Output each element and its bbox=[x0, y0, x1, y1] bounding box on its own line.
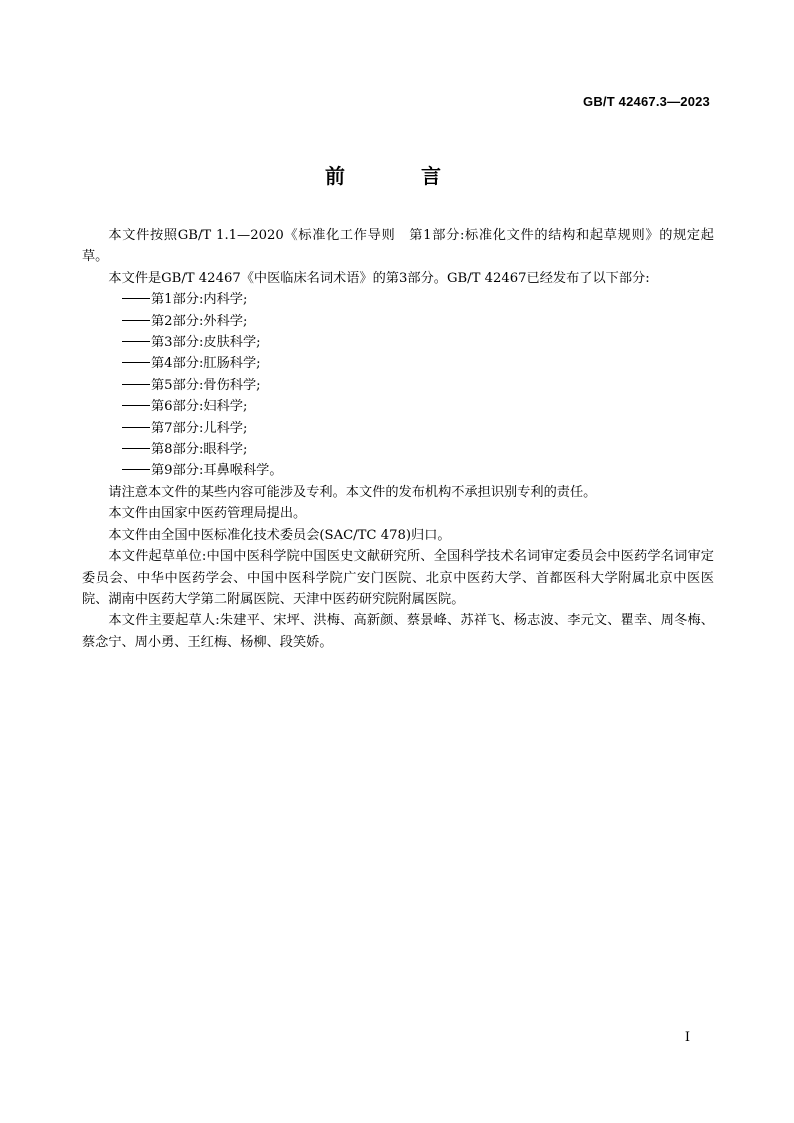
dash-mark bbox=[122, 362, 150, 363]
list-item bbox=[82, 439, 714, 460]
part-label: 第8部分:眼科学; bbox=[151, 442, 248, 458]
paragraph-administered-by: 本文件由全国中医标准化技术委员会(SAC/TC 478)归口。 bbox=[108, 527, 451, 543]
part-label: 第6部分:妇科学; bbox=[151, 399, 248, 415]
dash-mark bbox=[122, 405, 150, 406]
paragraph-proposed-by: 本文件由国家中医药管理局提出。 bbox=[108, 506, 307, 522]
dash-mark bbox=[122, 384, 150, 385]
page-title: 前 言 bbox=[325, 164, 469, 188]
paragraph-patent-notice: 请注意本文件的某些内容可能涉及专利。本文件的发布机构不承担识别专利的责任。 bbox=[108, 484, 597, 500]
list-item bbox=[82, 311, 714, 332]
dash-mark bbox=[122, 448, 150, 449]
dash-mark bbox=[122, 320, 150, 321]
list-item bbox=[82, 375, 714, 396]
list-item bbox=[82, 332, 714, 353]
part-label: 第2部分:外科学; bbox=[151, 313, 248, 329]
list-item bbox=[82, 289, 714, 310]
list-item bbox=[82, 396, 714, 417]
list-item bbox=[82, 460, 714, 481]
paragraph-drafting-units: 本文件起草单位:中国中医科学院中国医史文献研究所、全国科学技术名词审定委员会中医药学名词审定委员会、中华中医药学会、中国中医科学院广安门医院、北京中医药大学、首都医科大学附属北京中医医院、湖南中医药大学第二附属医院、天津中医药研究院附属医院。 bbox=[82, 549, 714, 607]
paragraph-drafters: 本文件主要起草人:朱建平、宋坪、洪梅、高新颜、蔡景峰、苏祥飞、杨志波、李元文、瞿幸、周冬梅、蔡念宁、周小勇、王红梅、杨柳、段笑娇。 bbox=[82, 613, 714, 650]
dash-mark bbox=[122, 298, 150, 299]
paragraph-series-intro: 本文件是GB/T 42467《中医临床名词术语》的第3部分。GB/T 42467已经发布了以下部分: bbox=[108, 270, 650, 286]
paragraph-drafting-rules: 本文件按照GB/T 1.1—2020《标准化工作导则 第1部分:标准化文件的结构和起草规则》的规定起草。 bbox=[82, 228, 714, 265]
document-body bbox=[82, 225, 714, 653]
part-label: 第1部分:内科学; bbox=[151, 292, 248, 308]
dash-mark bbox=[122, 469, 150, 470]
dash-mark bbox=[122, 427, 150, 428]
part-label: 第3部分:皮肤科学; bbox=[151, 335, 261, 351]
part-label: 第9部分:耳鼻喉科学。 bbox=[151, 463, 283, 479]
list-item bbox=[82, 353, 714, 374]
page-number: I bbox=[684, 1030, 690, 1045]
dash-mark bbox=[122, 341, 150, 342]
part-label: 第5部分:骨伤科学; bbox=[151, 377, 261, 393]
part-label: 第4部分:肛肠科学; bbox=[151, 356, 261, 372]
standard-code: GB/T 42467.3—2023 bbox=[583, 94, 710, 109]
list-item bbox=[82, 418, 714, 439]
part-label: 第7部分:儿科学; bbox=[151, 420, 248, 436]
